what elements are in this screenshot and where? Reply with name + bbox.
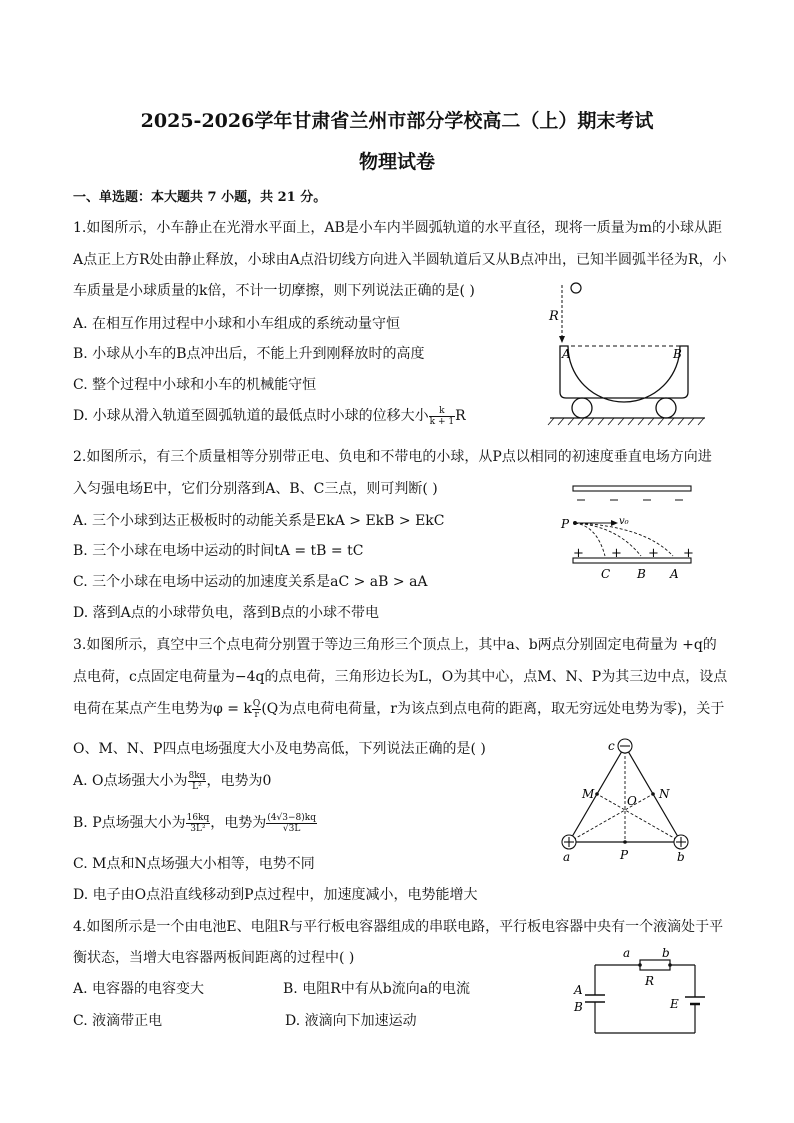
- q3-stem-line1: 3.如图所示，真空中三个点电荷分别置于等边三角形三个顶点上，其中a、b两点分别固定电荷量为 +q的: [73, 637, 717, 653]
- label-A: A: [562, 347, 571, 361]
- label-v0: v₀: [619, 516, 629, 527]
- page-subtitle: 物理试卷: [358, 151, 435, 173]
- svg-text:+: +: [611, 546, 622, 561]
- point-N: [651, 792, 655, 796]
- q2-option-d: D. 落到A点的小球带负电，落到B点的小球不带电: [73, 605, 380, 621]
- svg-text:+: +: [648, 546, 659, 561]
- point-M: [595, 792, 599, 796]
- label-B: B: [637, 567, 646, 581]
- q3-stem-line3: [73, 698, 724, 720]
- label-P: P: [561, 517, 570, 531]
- point-P: [623, 840, 627, 844]
- wheel-icon: [656, 398, 676, 418]
- q3-option-c: C. M点和N点场强大小相等，电势不同: [73, 856, 315, 872]
- ball-icon: [571, 283, 581, 293]
- q4-stem-line1: 4.如图所示是一个由电池E、电阻R与平行板电容器组成的串联电路，平行板电容器中央有一个液滴处于平: [73, 919, 724, 935]
- q3-option-b-fraction: [186, 813, 211, 834]
- label-b: b: [662, 946, 670, 960]
- q1-stem-line1: 1.如图所示，小车静止在光滑水平面上，AB是小车内半圆弧轨道的水平直径，现将一质量为m的小球从距: [73, 220, 723, 236]
- label-E: E: [670, 997, 679, 1011]
- frac-numerator: 8kq: [188, 770, 206, 781]
- q2-option-a: A. 三个小球到达正极板时的动能关系是EkA > EkB > EkC: [73, 513, 445, 529]
- q3-option-a-fraction: [188, 771, 207, 792]
- resistor: [640, 960, 670, 970]
- label-a: a: [623, 946, 631, 960]
- label-O: O: [627, 794, 637, 808]
- frac-numerator: 16kq: [186, 812, 210, 823]
- q2-option-b: B. 三个小球在电场中运动的时间tA = tB = tC: [73, 543, 364, 559]
- node-b: [668, 963, 672, 967]
- frac-denominator: √3L: [282, 823, 301, 834]
- wheel-icon: [572, 398, 592, 418]
- q3-option-a: [73, 770, 271, 792]
- q2-stem-line2: 入匀强电场E中，它们分别落到A、B、C三点，则可判断( ): [73, 481, 438, 497]
- label-R: R: [549, 309, 559, 324]
- label-R: R: [645, 974, 655, 988]
- label-a: a: [563, 850, 571, 864]
- q3-stem-line2: 点电荷，c点固定电荷量为−4q的点电荷，三角形边长为L，O为其中心，点M、N、P为其三边中点，设点: [73, 669, 728, 685]
- arrow-down-icon: [559, 336, 565, 343]
- frac-numerator: Q: [252, 698, 261, 709]
- q1-option-d-text: D. 小球从滑入轨道至圆弧轨道的最低点时小球的位移大小: [73, 408, 429, 424]
- q1-option-a: A. 在相互作用过程中小球和小车组成的系统动量守恒: [73, 316, 401, 332]
- q1-stem-line3: 车质量是小球质量的k倍，不计一切摩擦，则下列说法正确的是( ): [73, 283, 475, 299]
- q3-stem-line4: O、M、N、P四点电场强度大小及电势高低，下列说法正确的是( ): [73, 741, 486, 757]
- q4-option-d: D. 液滴向下加速运动: [285, 1013, 417, 1029]
- cart-body: [560, 346, 688, 402]
- arrow-right-icon: [611, 520, 618, 526]
- q2-plates-figure: [555, 480, 705, 585]
- q1-stem-line2: A点正上方R处由静止释放，小球由A点沿切线方向进入半圆轨道后又从B点冲出，已知半圆弧半径为R，小: [73, 252, 727, 268]
- q3-triangle-figure: [555, 732, 695, 867]
- q3-option-a-tail: ，电势为0: [206, 773, 272, 789]
- q4-circuit-figure: [565, 945, 715, 1040]
- label-A: A: [574, 983, 583, 997]
- frac-denominator: k + 1: [429, 416, 455, 427]
- q2-stem-line1: 2.如图所示，有三个质量相等分别带正电、负电和不带电的小球，从P点以相同的初速度垂直电场方向进: [73, 449, 712, 465]
- frac-numerator: (4√3−8)kq: [267, 812, 316, 823]
- q3-option-b: [73, 812, 317, 834]
- section-heading: 一、单选题：本大题共 7 小题，共 21 分。: [73, 190, 327, 205]
- frac-denominator: 3L²: [190, 823, 206, 834]
- label-B: B: [574, 1000, 583, 1014]
- q3-formula-pre: 电荷在某点产生电势为φ = k: [73, 701, 252, 717]
- label-c: c: [608, 739, 615, 753]
- q4-stem-line2: 衡状态，当增大电容器两板间距离的过程中( ): [73, 950, 355, 966]
- q3-option-b-fraction2: [266, 813, 317, 834]
- label-C: C: [601, 567, 611, 581]
- q1-option-c: C. 整个过程中小球和小车的机械能守恒: [73, 377, 317, 393]
- positive-plate: [573, 558, 691, 563]
- q1-option-d-tail: R: [455, 408, 466, 424]
- trajectory-B: [575, 523, 641, 556]
- label-P: P: [620, 848, 629, 862]
- q3-formula-post: (Q为点电荷电荷量，r为该点到点电荷的距离，取无穷远处电势为零)，关于: [261, 701, 725, 717]
- svg-text:+: +: [573, 546, 584, 561]
- node-a: [638, 963, 642, 967]
- q2-option-c: C. 三个小球在电场中运动的加速度关系是aC > aB > aA: [73, 574, 428, 590]
- frac-denominator: L²: [192, 781, 202, 792]
- label-N: N: [659, 787, 670, 801]
- q3-formula-fraction: [252, 699, 261, 720]
- label-b: b: [677, 850, 685, 864]
- q1-cart-figure: [540, 278, 720, 428]
- q1-option-d: [73, 405, 466, 427]
- svg-text:+: +: [683, 546, 694, 561]
- q3-option-d: D. 电子由O点沿直线移动到P点过程中，加速度减小，电势能增大: [73, 887, 478, 903]
- q4-option-a: A. 电容器的电容变大: [73, 981, 205, 997]
- q3-option-a-text: A. O点场强大小为: [73, 773, 188, 789]
- q3-option-b-text: B. P点场强大小为: [73, 815, 186, 831]
- q4-option-b: B. 电阻R中有从b流向a的电流: [283, 981, 471, 997]
- q4-option-c: C. 液滴带正电: [73, 1013, 163, 1029]
- ground-hatch: [548, 418, 704, 425]
- q1-option-d-fraction: [429, 406, 455, 427]
- negative-plate: [573, 486, 691, 491]
- page-title: 2025-2026学年甘肃省兰州市部分学校高二（上）期末考试: [140, 110, 654, 132]
- q1-option-b: B. 小球从小车的B点冲出后，不能上升到刚释放时的高度: [73, 346, 425, 362]
- label-A: A: [670, 567, 679, 581]
- frac-denominator: r: [254, 709, 259, 720]
- frac-numerator: k: [429, 406, 455, 417]
- q3-option-b-mid: ，电势为: [210, 815, 267, 831]
- label-B: B: [673, 347, 682, 361]
- label-M: M: [582, 787, 595, 801]
